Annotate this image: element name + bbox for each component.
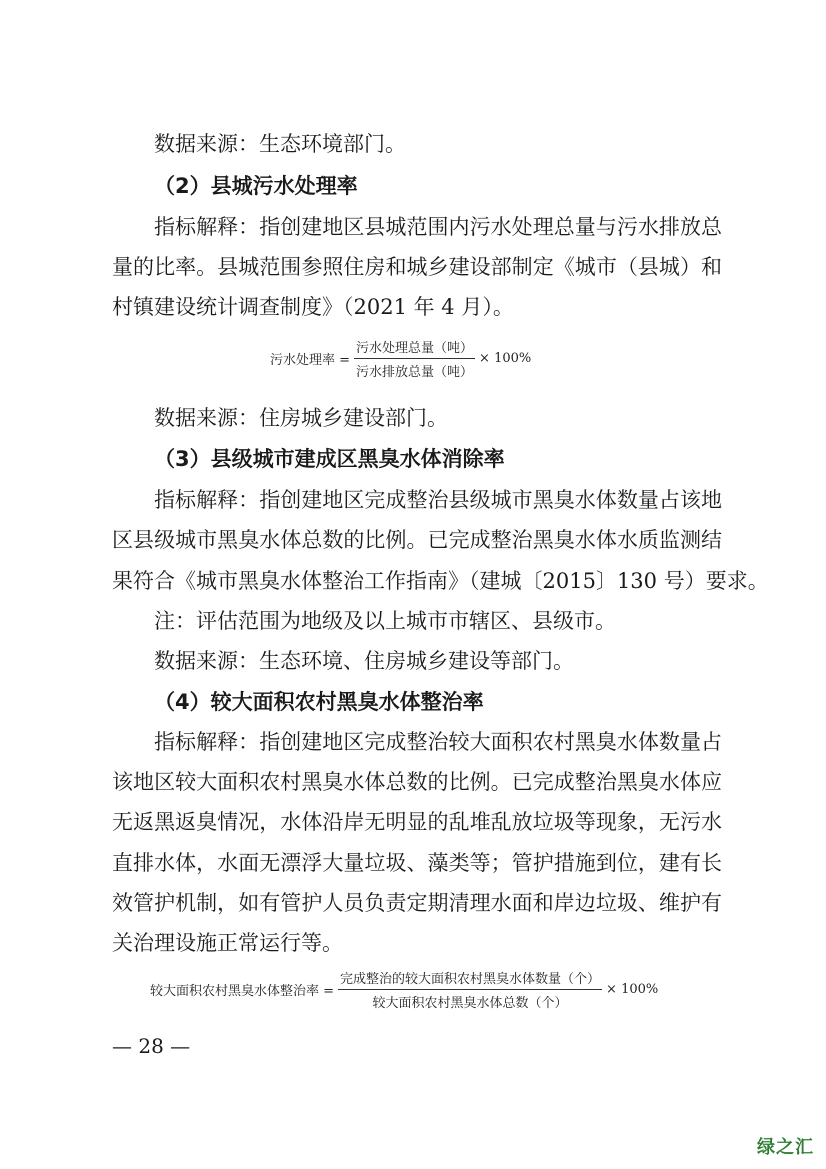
formula-fraction <box>338 968 602 1011</box>
text-line: 关治理设施正常运行等。 <box>112 931 343 955</box>
formula-denominator: 污水排放总量（吨） <box>356 365 474 380</box>
text-line: 区县级城市黑臭水体总数的比例。已完成整治黑臭水体水质监测结 <box>112 528 722 552</box>
text-line: 指标解释：指创建地区完成整治县级城市黑臭水体数量占该地 <box>154 488 722 512</box>
text-line: 无返黑返臭情况，水体沿岸无明显的乱堆乱放垃圾等现象，无污水 <box>112 810 722 834</box>
formula-numerator: 污水处理总量（吨） <box>354 337 475 359</box>
formula-factor: × 100% <box>606 982 659 997</box>
text-line: 指标解释：指创建地区县城范围内污水处理总量与污水排放总 <box>154 215 722 239</box>
formula-sewage-treatment-rate <box>270 337 531 380</box>
text-line: 该地区较大面积农村黑臭水体总数的比例。已完成整治黑臭水体应 <box>112 770 722 794</box>
watermark-logo: 绿之汇 <box>757 1137 814 1158</box>
text-line: 数据来源：住房城乡建设部门。 <box>154 406 448 430</box>
text-line: 注：评估范围为地级及以上城市市辖区、县级市。 <box>154 609 616 633</box>
text-line: 量的比率。县城范围参照住房和城乡建设部制定《城市（县城）和 <box>112 255 722 279</box>
formula-fraction <box>354 337 475 380</box>
page-number: — 28 — <box>112 1034 191 1058</box>
formula-lhs: 较大面积农村黑臭水体整治率 = <box>150 984 335 999</box>
text-line: 直排水体，水面无漂浮大量垃圾、藻类等；管护措施到位，建有长 <box>112 851 722 875</box>
section-heading: （4）较大面积农村黑臭水体整治率 <box>154 690 484 714</box>
formula-rural-water-remediation-rate <box>150 968 658 1011</box>
text-line: 村镇建设统计调查制度》（2021 年 4 月）。 <box>112 295 514 319</box>
formula-numerator: 完成整治的较大面积农村黑臭水体数量（个） <box>338 968 602 990</box>
section-heading: （2）县城污水处理率 <box>154 174 358 198</box>
formula-factor: × 100% <box>479 351 532 366</box>
text-line: 果符合《城市黑臭水体整治工作指南》（建城〔2015〕130 号）要求。 <box>112 569 769 593</box>
section-heading: （3）县级城市建成区黑臭水体消除率 <box>154 447 505 471</box>
formula-denominator: 较大面积农村黑臭水体总数（个） <box>372 996 568 1011</box>
formula-lhs: 污水处理率 = <box>270 353 351 368</box>
text-line: 数据来源：生态环境、住房城乡建设等部门。 <box>154 649 574 673</box>
text-line: 数据来源：生态环境部门。 <box>154 132 406 156</box>
text-line: 指标解释：指创建地区完成整治较大面积农村黑臭水体数量占 <box>154 730 722 754</box>
text-line: 效管护机制，如有管护人员负责定期清理水面和岸边垃圾、维护有 <box>112 891 722 915</box>
